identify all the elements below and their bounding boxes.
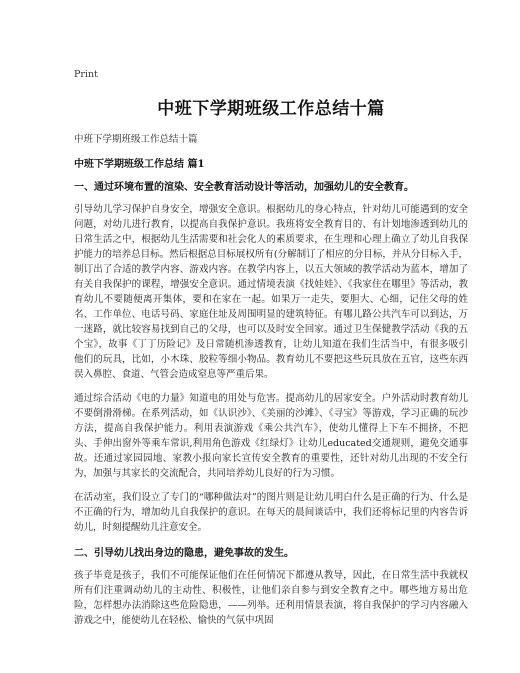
paragraph-1: 引导幼儿学习保护自身安全，增强安全意识。根据幼儿的身心特点，针对幼儿可能遇到的安全问题，对幼儿进行教育，以提高自我保护意识。我班将安全教育目的、有计划地渗透到幼儿的日常生活之中，根据幼儿生活需要和社会化人的素质要求，在生理和心理上确立了幼儿自我保护能力的培养总目标。然后根据总目标展权所有(分解制订了相应的分目标，并从分目标入手，制订出了合适的教学内容、游戏内容。在教学内容上，以五大领域的教学活动为蓝本，增加了有关自我保护的课程，增强安全意识。通过情境表演《找娃娃》、《我家住在哪里》等活动，教育幼儿不要随便离开集体，要和在家在一起。如果万一走失，要胆大、心细，记住父母的姓名、工作单位、电话号码、家庭住址及周围明显的建筑特征。有哪儿路公共汽车可以到达，万一迷路，就比较容易找到自己的父母，也可以及时安全回家。通过卫生保健教学活动《我的五个宝》，故事《丁丁历险记》及日常随机渗透教育，让幼儿知道在我们生活当中，有很多吸引他们的玩具，比如，小木珠、胶粒等细小物品。教育幼儿不要把这些玩具放在五官，这些东西误入鼻腔、食道、气管会造成窒息等严重后果。	[74, 204, 468, 380]
section-heading-1: 一、通过环境布置的渲染、安全教育活动设计等活动，加强幼儿的安全教育。	[74, 182, 414, 193]
page-title: 中班下学期班级工作总结十篇	[157, 99, 385, 119]
document-subtitle: 中班下学期班级工作总结十篇	[74, 134, 198, 145]
paragraph-3: 在活动室，我们设立了专门的“哪种做法对”的图片则是让幼儿明白什么是正确的行为、什么是不正确的行为，增加幼儿自我保护的意识。在每天的晨间谈话中，我们还将标记里的内容告诉幼儿，时刻提醒幼儿注意安全。	[74, 492, 468, 533]
print-link[interactable]: Print	[74, 69, 98, 80]
paragraph-4: 孩子毕竟是孩子，我们不可能保证他们在任何情况下都遵从教导，因此，在日常生活中我就权所有们注重调动幼儿的主动性、积极性，让他们亲自参与到安全教育之中。哪些地方易出危险，怎样想办法消除这些危险隐患，——列举。还利用情景表演，将自我保护的学习内容融入游戏之中，能使幼儿在轻松、愉快的气氛中巩固	[74, 570, 468, 626]
section-heading-2: 二、引导幼儿找出身边的隐患，避免事故的发生。	[74, 548, 294, 559]
paragraph-2: 通过综合活动《电的力量》知道电的用处与危害。提高幼儿的居家安全。户外活动时教育幼儿不要倒滑滑梯。在系列活动，如《认识沙》、《美丽的沙滩》、《寻宝》等游戏，学习正确的玩沙方法，提高自我保护能力。利用表演游戏《乘公共汽车》，使幼儿懂得上下车不拥挤，不把头、手伸出窗外等乘车常识,利用角色游戏《红绿灯》让幼儿educated交通规则，避免交通事故。还通过家园园地、家教小报向家长宣传安全教育的重要性，还针对幼儿出现的不安全行为，加强与其家长的交流配合，共同培养幼儿良好的行为习惯。	[74, 393, 468, 479]
section-title: 中班下学期班级工作总结 篇1	[74, 159, 205, 170]
